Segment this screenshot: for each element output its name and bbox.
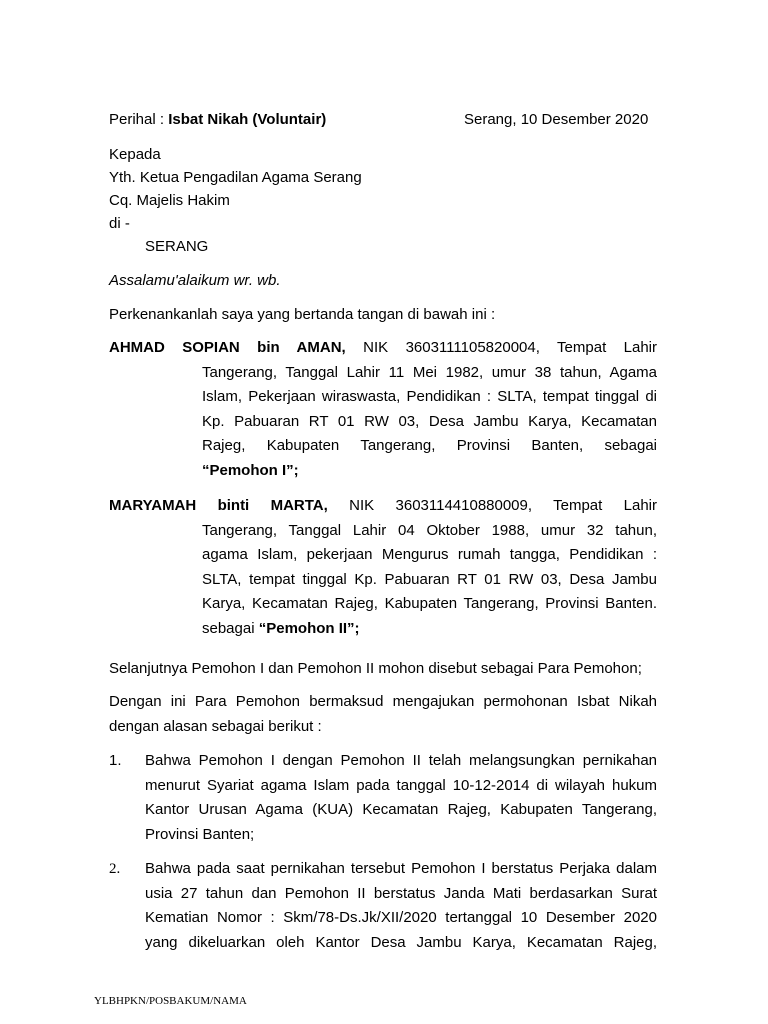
intro-text: Perkenankanlah saya yang bertanda tangan di bawah ini : xyxy=(109,306,496,323)
pemohon2-line2: Tangerang, Tanggal Lahir 04 Oktober 1988, umur 32 tahun, xyxy=(202,521,657,539)
pemohon2-line4: SLTA, tempat tinggal Kp. Pabuaran RT 01 RW 03, Desa Jambu xyxy=(202,570,657,588)
pemohon1-line3: Islam, Pekerjaan wiraswasta, Pendidikan : SLTA, tempat tinggal di xyxy=(202,388,657,405)
item-number: 2. xyxy=(109,861,121,877)
address-city: SERANG xyxy=(145,238,209,255)
pemohon1-first-line xyxy=(109,336,657,361)
item-line: Bahwa pada saat pernikahan tersebut Pemohon I berstatus Perjaka dalam xyxy=(145,860,657,877)
subject-label: Perihal : xyxy=(109,111,169,128)
purpose-line2: dengan alasan sebagai berikut : xyxy=(109,717,322,735)
purpose-line1: Dengan ini Para Pemohon bermaksud mengajukan permohonan Isbat Nikah xyxy=(109,693,657,710)
pemohon2-role: “Pemohon II”; xyxy=(258,619,360,637)
pemohon1-nik: NIK 3603111105820004, Tempat Lahir xyxy=(363,339,658,356)
pemohon2-line3: agama Islam, pekerjaan Mengurus rumah tangga, Pendidikan : xyxy=(202,546,657,563)
subject-line xyxy=(109,110,326,130)
greeting: Assalamu'alaikum wr. wb. xyxy=(109,272,281,289)
pemohon2-role-prefix: sebagai xyxy=(202,619,259,637)
place-date: Serang, 10 Desember 2020 xyxy=(464,111,649,128)
item-line: usia 27 tahun dan Pemohon II berstatus Janda Mati berdasarkan Surat xyxy=(145,884,657,902)
address-cq: Cq. Majelis Hakim xyxy=(109,192,230,209)
para-pemohon-text: Selanjutnya Pemohon I dan Pemohon II mohon disebut sebagai Para Pemohon; xyxy=(109,660,642,677)
pemohon1-line2: Tangerang, Tanggal Lahir 11 Mei 1982, umur 38 tahun, Agama xyxy=(202,363,657,381)
pemohon1-role: “Pemohon I”; xyxy=(202,461,299,479)
item-line: yang dikeluarkan oleh Kantor Desa Jambu Karya, Kecamatan Rajeg, xyxy=(145,933,657,951)
pemohon1-line5: Rajeg, Kabupaten Tangerang, Provinsi Banten, sebagai xyxy=(202,437,657,454)
item-line: Provinsi Banten; xyxy=(145,825,255,843)
item-line: Kantor Urusan Agama (KUA) Kecamatan Rajeg, Kabupaten Tangerang, xyxy=(145,801,657,818)
item-line: menurut Syariat agama Islam pada tanggal 10-12-2014 di wilayah hukum xyxy=(145,776,657,794)
address-di: di - xyxy=(109,215,130,232)
address-kepada: Kepada xyxy=(109,146,161,163)
item-line: Kematian Nomor : Skm/78-Ds.Jk/XII/2020 tertanggal 10 Desember 2020 xyxy=(145,909,657,926)
address-recipient: Yth. Ketua Pengadilan Agama Serang xyxy=(109,169,362,186)
item-line: Bahwa Pemohon I dengan Pemohon II telah melangsungkan pernikahan xyxy=(145,752,657,769)
pemohon2-name: MARYAMAH binti MARTA, xyxy=(109,497,328,514)
subject-value: Isbat Nikah (Voluntair) xyxy=(168,111,327,128)
pemohon1-line4: Kp. Pabuaran RT 01 RW 03, Desa Jambu Karya, Kecamatan xyxy=(202,412,657,430)
pemohon1-name: AHMAD SOPIAN bin AMAN, xyxy=(109,339,346,356)
item-number: 1. xyxy=(109,752,122,769)
pemohon2-nik: NIK 3603114410880009, Tempat Lahir xyxy=(349,497,658,514)
pemohon2-role-line xyxy=(202,617,360,642)
pemohon2-line5: Karya, Kecamatan Rajeg, Kabupaten Tangerang, Provinsi Banten. xyxy=(202,595,657,612)
page-footer: YLBHPKN/POSBAKUM/NAMA xyxy=(94,995,247,1007)
pemohon2-first-line xyxy=(109,494,657,519)
